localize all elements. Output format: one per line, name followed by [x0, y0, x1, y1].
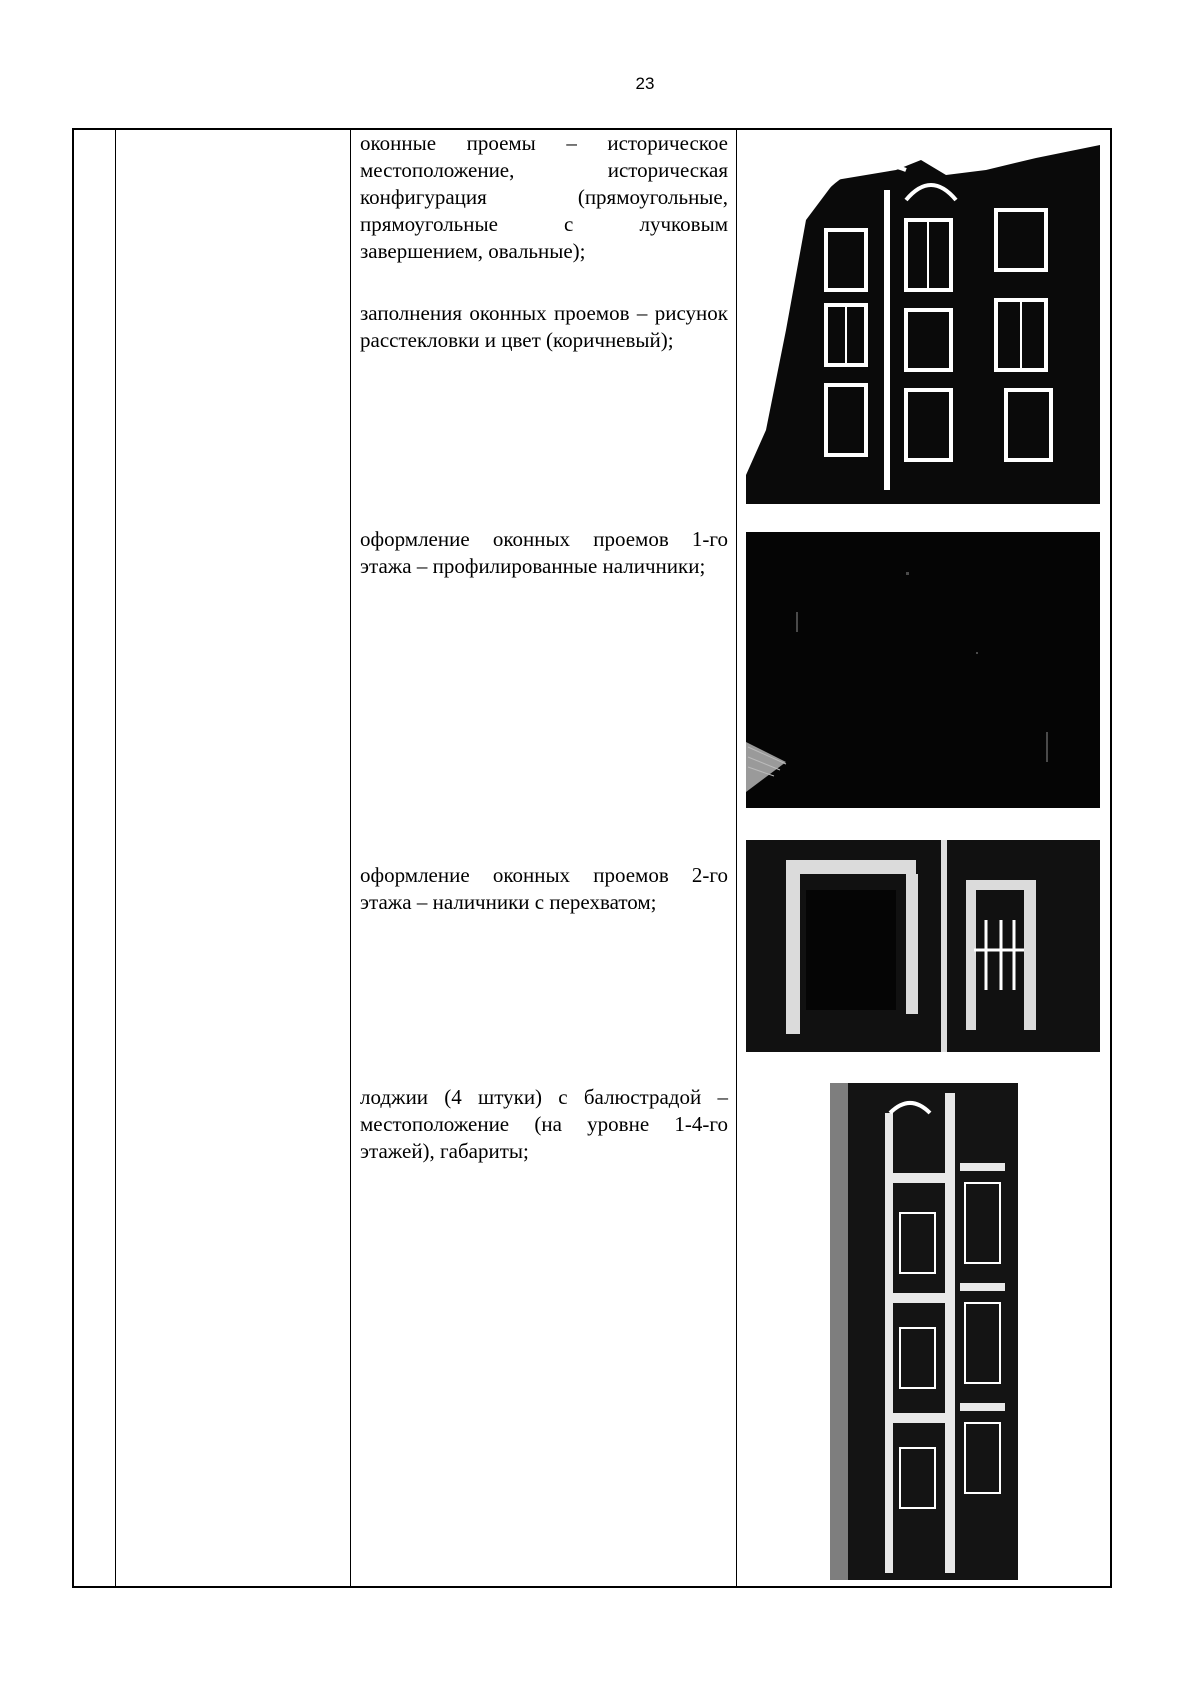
building-corner-facade-photo [746, 130, 1100, 504]
element-description-first-floor-trims: оформление оконных проемов 1-го этажа – профилированные наличники; [360, 527, 728, 578]
column-divider-2 [350, 128, 351, 1588]
element-description-loggias: лоджии (4 штуки) с балюстрадой – местоположение (на уровне 1-4-го этажей), габариты; [360, 1085, 728, 1163]
first-floor-window-photo [746, 532, 1100, 808]
column-divider-3 [736, 128, 737, 1588]
loggias-facade-photo [830, 1083, 1018, 1580]
element-description-window-fillings: заполнения оконных проемов – рисунок расстекловки и цвет (коричневый); [360, 301, 728, 352]
element-description-second-floor-trims: оформление оконных проемов 2-го этажа – наличники с перехватом; [360, 863, 728, 914]
element-description-window-openings: оконные проемы – историческое местоположение, историческая конфигурация (прямоугольные, прямоугольные с лучковым завершением, овальные); [360, 131, 728, 263]
page-number: 23 [635, 74, 655, 93]
column-divider-1 [115, 128, 116, 1588]
second-floor-window-photo [746, 840, 1100, 1052]
